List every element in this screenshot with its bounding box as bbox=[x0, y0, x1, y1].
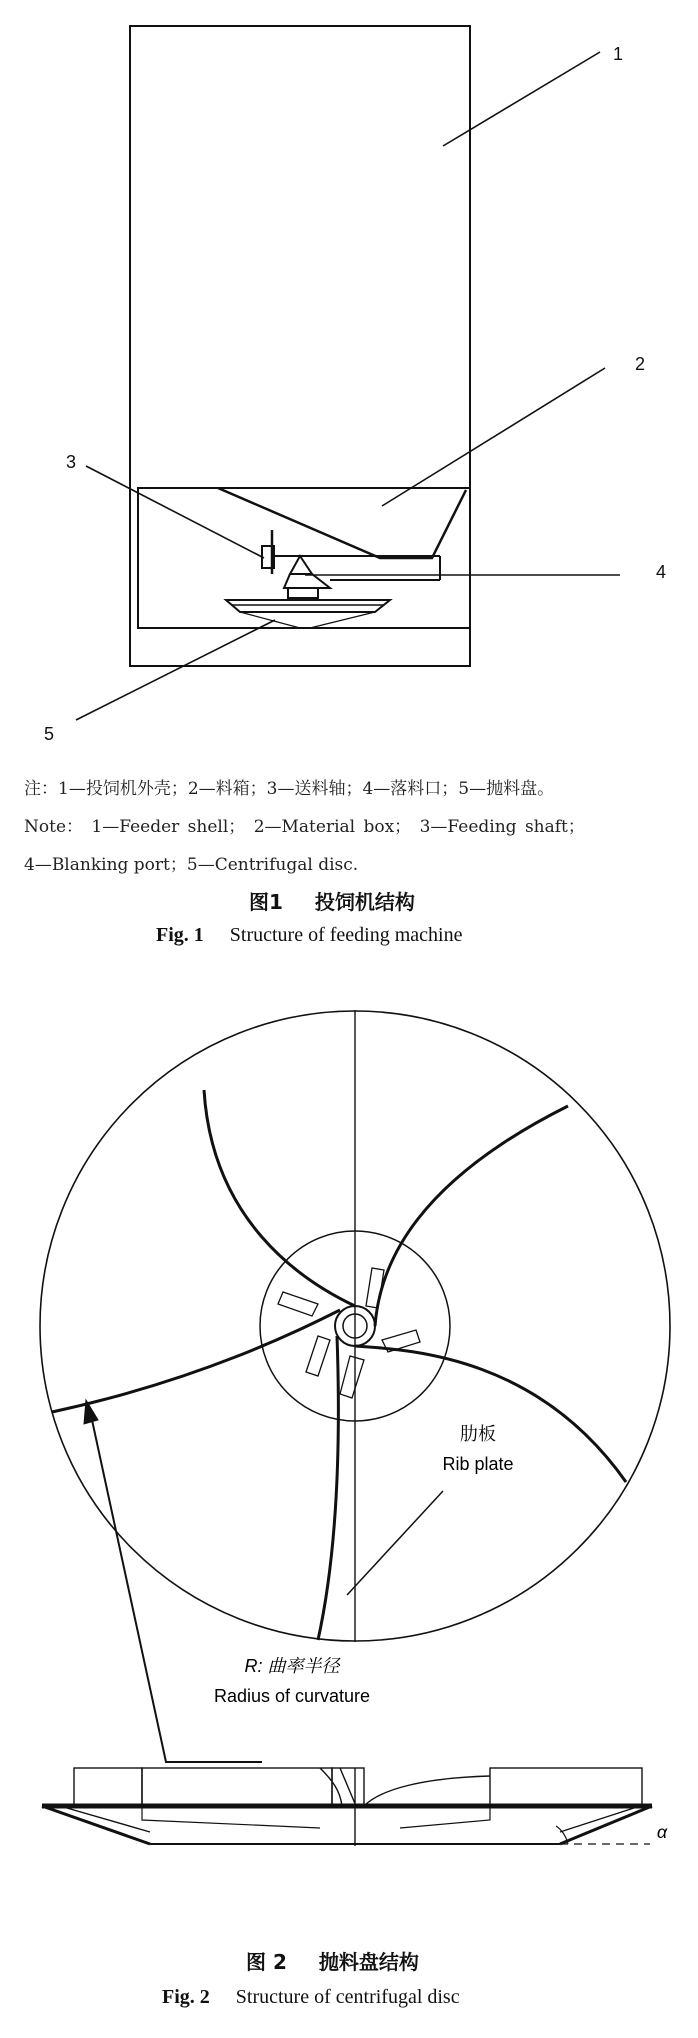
rib-plate-label-en: Rib plate bbox=[442, 1454, 514, 1474]
radius-label-zh: R: 曲率半径 bbox=[244, 1656, 340, 1676]
callout-5: 5 bbox=[44, 724, 55, 744]
figure2-caption-zh-num: 图 2 bbox=[246, 1950, 287, 1974]
feeder-shell bbox=[130, 26, 470, 666]
disc-side-view bbox=[42, 1768, 652, 1846]
rib-plate-1 bbox=[204, 1090, 355, 1306]
figure1-diagram bbox=[0, 0, 698, 740]
figure1-caption-en-num: Fig. 1 bbox=[156, 924, 204, 946]
figure1-note-en-line2: 4—Blanking port；5—Centrifugal disc. bbox=[24, 855, 359, 875]
figure2-caption-en bbox=[162, 1986, 460, 2009]
callout-2: 2 bbox=[635, 354, 646, 374]
figure2-caption-zh bbox=[246, 1946, 419, 1975]
angle-alpha-label: α bbox=[656, 1822, 668, 1842]
rib-plate-4 bbox=[318, 1336, 338, 1640]
figure1-note-en-line1: Note： 1—Feeder shell； 2—Material box； 3—Feeding shaft； bbox=[24, 817, 585, 837]
figure1-caption-zh-title: 投饲机结构 bbox=[314, 890, 415, 914]
figure2-diagram bbox=[0, 960, 698, 1900]
callout-1: 1 bbox=[613, 44, 624, 64]
figure2-caption-en-num: Fig. 2 bbox=[162, 1986, 210, 2008]
rib-plate-2 bbox=[375, 1106, 568, 1326]
rib-plate-label-zh: 肋板 bbox=[460, 1424, 496, 1444]
figure1-caption-en bbox=[156, 924, 462, 947]
callout-3: 3 bbox=[66, 452, 77, 472]
rib-plate-5 bbox=[52, 1310, 340, 1412]
figure2-caption-en-title: Structure of centrifugal disc bbox=[235, 1986, 460, 2008]
figure1-caption-zh bbox=[249, 886, 415, 915]
figure2-caption-zh-title: 抛料盘结构 bbox=[318, 1950, 419, 1974]
figure1-caption-zh-num: 图1 bbox=[249, 890, 283, 914]
callout-4: 4 bbox=[656, 562, 667, 582]
radius-label-en: Radius of curvature bbox=[213, 1686, 371, 1706]
figure1-caption-en-title: Structure of feeding machine bbox=[229, 924, 463, 946]
figure1-note-zh: 注：1—投饲机外壳；2—料箱；3—送料轴；4—落料口；5—抛料盘。 bbox=[24, 779, 555, 799]
